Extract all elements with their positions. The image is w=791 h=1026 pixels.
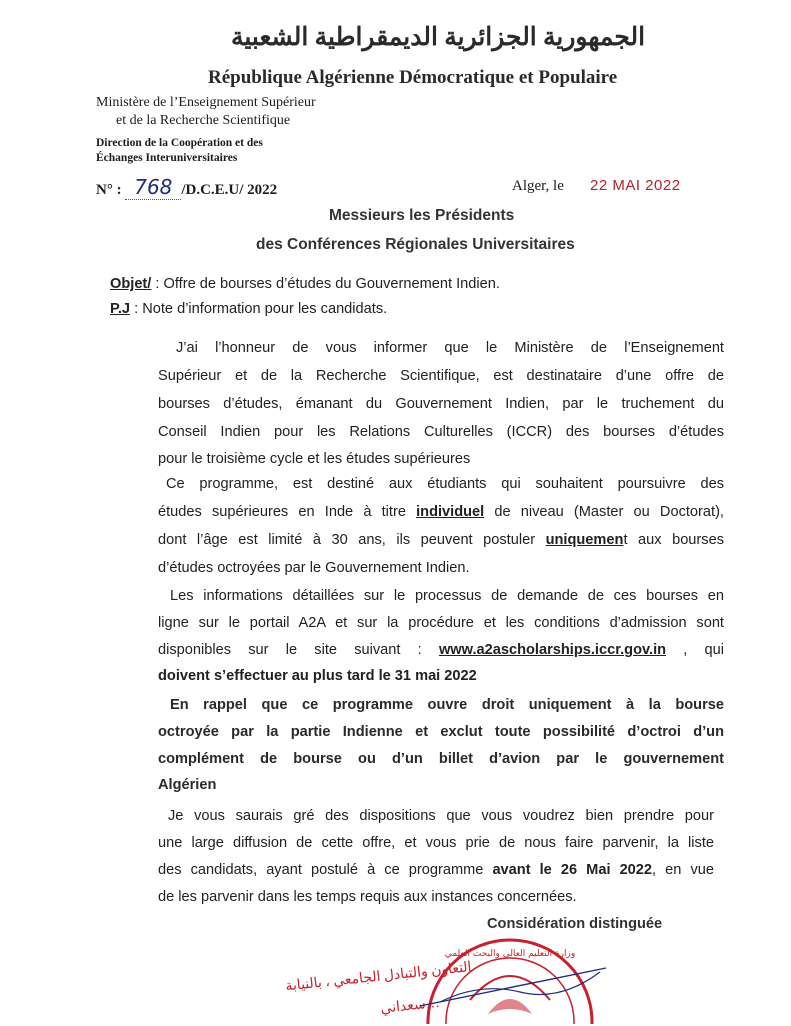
paragraph-text: études supérieures en Inde à titre	[158, 504, 417, 520]
arabic-republic-title: الجمهورية الجزائرية الديمقراطية الشعبية	[230, 24, 646, 51]
subject-label: Objet/	[110, 276, 152, 292]
subject-text: : Offre de bourses d’études du Gouvernement Indien.	[151, 276, 500, 292]
emphasis-individuel: individuel	[416, 504, 485, 520]
paragraph-line	[158, 862, 714, 878]
paragraph-line: Les informations détaillées sur le processus de demande de ces bourses en	[170, 588, 724, 604]
paragraph-line	[158, 532, 724, 548]
paragraph-text: t aux bourses	[623, 532, 724, 548]
stamp-arabic-signatory: التعاون والتبادل الجامعي ، بالنيابة	[284, 960, 473, 995]
paragraph-line: En rappel que ce programme ouvre droit uniquement à la bourse	[170, 697, 724, 713]
recipient-line-2: des Conférences Régionales Universitaires	[256, 236, 575, 253]
paragraph-line: ligne sur le portail A2A et sur la procédure et les conditions d’admission sont	[158, 615, 724, 631]
paragraph-line: doivent s’effectuer au plus tard le 31 mai 2022	[158, 668, 477, 684]
republic-title: République Algérienne Démocratique et Populaire	[208, 67, 618, 88]
subject-line	[110, 276, 500, 292]
official-stamp	[410, 922, 610, 1024]
ministry-line-1: Ministère de l’Enseignement Supérieur	[96, 95, 316, 110]
stamp-inner-ring	[446, 958, 574, 1024]
stamp-emblem	[488, 999, 532, 1014]
attachment-label: P.J	[110, 301, 131, 317]
paragraph-line: d’études octroyées par le Gouvernement Indien.	[158, 560, 470, 576]
paragraph-line: octroyée par la partie Indienne et exclut toute possibilité d’octroi d’un	[158, 724, 724, 740]
paragraph-line: Supérieur et de la Recherche Scientifique, est destinataire d’une offre de	[158, 368, 724, 384]
paragraph-1	[158, 340, 724, 470]
paragraph-line: J’ai l’honneur de vous informer que le Ministère de l’Enseignement	[176, 340, 724, 356]
paragraph-line: Algérien	[158, 777, 217, 793]
paragraph-5	[158, 808, 724, 908]
paragraph-line: Conseil Indien pour les Relations Culturelles (ICCR) des bourses d’études	[158, 424, 724, 440]
direction-line-2: Échanges Interuniversitaires	[96, 152, 238, 164]
stamp-arabic-name: …سعداني	[379, 995, 441, 1017]
paragraph-line: une large diffusion de cette offre, et vous prie de nous faire parvenir, la liste	[158, 835, 714, 851]
emphasis-uniquement: uniquemen	[545, 532, 624, 548]
paragraph-line: pour le troisième cycle et les études supérieures	[158, 451, 471, 467]
paragraph-line	[158, 504, 724, 520]
reference-handwritten-number: 768	[125, 175, 181, 200]
paragraph-line: Je vous saurais gré des dispositions que vous voudrez bien prendre pour	[168, 808, 714, 824]
place-label: Alger, le	[512, 178, 564, 194]
deadline-emphasis: avant le 26 Mai 2022	[492, 862, 653, 878]
ministry-line-2: et de la Recherche Scientifique	[116, 113, 291, 128]
paragraph-text: des candidats, ayant postulé à ce programme	[158, 862, 493, 878]
paragraph-line: Ce programme, est destiné aux étudiants qui souhaitent poursuivre des	[166, 476, 724, 492]
paragraph-text: , en vue	[652, 862, 714, 878]
paragraph-4	[158, 697, 724, 797]
reference-suffix: /D.C.E.U/ 2022	[181, 182, 278, 198]
closing-formula: Considération distinguée	[487, 916, 663, 932]
recipient-line-1: Messieurs les Présidents	[329, 207, 515, 224]
reference-prefix: N° :	[96, 182, 122, 198]
paragraph-text: dont l’âge est limité à 30 ans, ils peuvent postuler	[158, 532, 546, 548]
paragraph-line	[158, 642, 724, 658]
paragraph-text: disponibles sur le site suivant :	[158, 642, 439, 658]
paragraph-line: bourses d’études, émanant du Gouvernement Indien, par le truchement du	[158, 396, 724, 412]
paragraph-line: complément de bourse ou d’un billet d’avion par le gouvernement	[158, 751, 724, 767]
scholarship-website-link[interactable]: www.a2ascholarships.iccr.gov.in	[438, 642, 667, 658]
attachment-line	[110, 301, 387, 317]
paragraph-3	[158, 588, 724, 698]
date-stamp: 22 MAI 2022	[590, 177, 681, 194]
reference-number	[96, 175, 277, 200]
paragraph-2	[158, 476, 724, 586]
paragraph-text: de niveau (Master ou Doctorat),	[484, 504, 724, 520]
attachment-text: : Note d’information pour les candidats.	[130, 301, 388, 317]
paragraph-text: , qui	[666, 642, 725, 658]
paragraph-line: de les parvenir dans les temps requis aux instances concernées.	[158, 889, 577, 905]
stamp-ring-text: وزارة التعليم العالي والبحث العلمي	[444, 949, 576, 959]
direction-line-1: Direction de la Coopération et des	[96, 137, 263, 149]
